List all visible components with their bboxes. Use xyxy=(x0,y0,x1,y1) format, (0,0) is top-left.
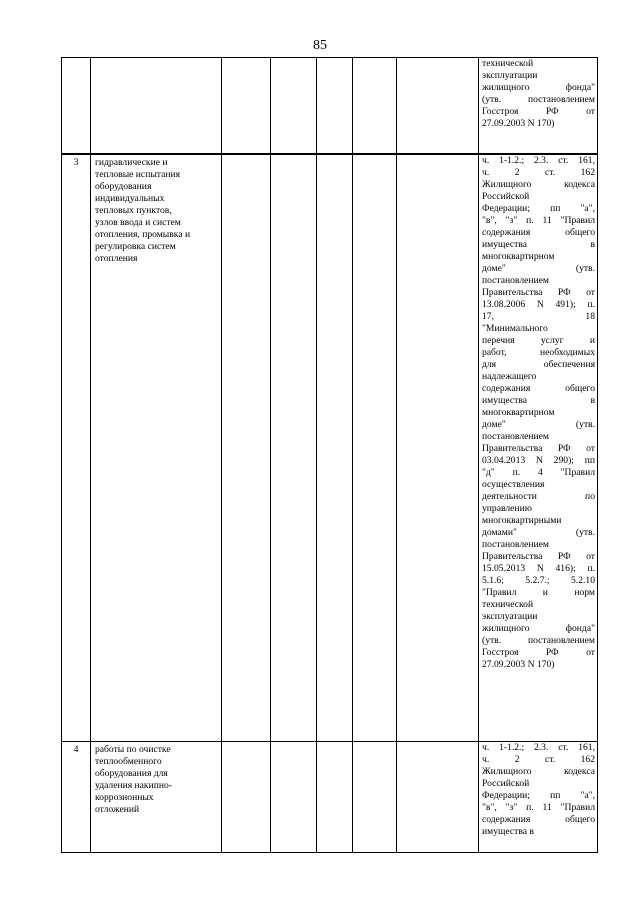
table-row xyxy=(62,58,598,154)
legal-basis-line: многоквартирными xyxy=(482,515,562,526)
legal-basis-line: ч. 1-1.2.; 2.3. ст. 161, xyxy=(482,742,595,753)
empty-cell xyxy=(353,742,397,853)
work-description-line: отложений xyxy=(95,804,140,815)
legal-basis-line: постановлением xyxy=(482,539,549,550)
legal-basis-line: Правительства РФ от xyxy=(482,443,595,454)
row-number-cell: 3 xyxy=(62,155,91,742)
legal-basis-line: Российской xyxy=(482,778,530,789)
work-description-line: коррозионных xyxy=(95,792,154,803)
legal-basis-cell xyxy=(479,155,598,742)
empty-cell xyxy=(222,58,271,154)
legal-basis-line: постановлением xyxy=(482,275,549,286)
legal-basis-line: имущества в xyxy=(482,239,595,250)
empty-cell xyxy=(271,155,317,742)
legal-basis-line: 17, 18 xyxy=(482,311,595,322)
work-description-cell xyxy=(91,155,222,742)
works-table xyxy=(61,57,598,853)
empty-cell xyxy=(222,742,271,853)
legal-basis-line: (утв. постановлением xyxy=(482,94,595,105)
legal-basis-line: работ, необходимых xyxy=(482,347,595,358)
empty-cell xyxy=(271,742,317,853)
empty-cell xyxy=(317,58,353,154)
table-body xyxy=(62,58,598,853)
legal-basis-line: "в", "з" п. 11 "Правил xyxy=(482,802,595,813)
legal-basis-line: "в", "з" п. 11 "Правил xyxy=(482,215,595,226)
legal-basis-line: технической xyxy=(482,599,534,610)
legal-basis-line: Правительства РФ от xyxy=(482,287,595,298)
work-description-cell xyxy=(91,58,222,154)
legal-basis-line: технической xyxy=(482,58,534,69)
legal-basis-line: жилищного фонда" xyxy=(482,623,595,634)
work-description-cell xyxy=(91,742,222,853)
legal-basis-line: перечня услуг и xyxy=(482,335,595,346)
legal-basis-line: 13.08.2006 N 491); п. xyxy=(482,299,595,310)
legal-basis-line: постановлением xyxy=(482,431,549,442)
row-number-cell xyxy=(62,58,91,154)
legal-basis-line: осуществления xyxy=(482,479,545,490)
empty-cell xyxy=(397,58,479,154)
empty-cell xyxy=(353,58,397,154)
legal-basis-cell xyxy=(479,58,598,154)
legal-basis-line: ч. 2 ст. 162 xyxy=(482,167,595,178)
legal-basis-line: имущества в xyxy=(482,395,595,406)
legal-basis-line: для обеспечения xyxy=(482,359,595,370)
work-description-line: узлов ввода и систем xyxy=(95,217,181,228)
legal-basis-line: имущества в xyxy=(482,826,534,837)
empty-cell xyxy=(317,155,353,742)
legal-basis-line: Жилищного кодекса xyxy=(482,766,595,777)
legal-basis-line: управлению xyxy=(482,503,532,514)
legal-basis-line: 03.04.2013 N 290); пп xyxy=(482,455,595,466)
empty-cell xyxy=(353,155,397,742)
legal-basis-line: 15.05.2013 N 416); п. xyxy=(482,563,595,574)
legal-basis-line: "Минимального xyxy=(482,323,548,334)
legal-basis-line: (утв. постановлением xyxy=(482,635,595,646)
work-description-line: тепловых пунктов, xyxy=(95,205,172,216)
legal-basis-line: Российской xyxy=(482,191,530,202)
table-row xyxy=(62,742,598,853)
legal-basis-line: 27.09.2003 N 170) xyxy=(482,659,555,670)
page-number: 85 xyxy=(313,38,327,53)
empty-cell xyxy=(397,742,479,853)
legal-basis-line: деятельности по xyxy=(482,491,595,502)
work-description-line: индивидуальных xyxy=(95,193,165,204)
legal-basis-line: ч. 2 ст. 162 xyxy=(482,754,595,765)
legal-basis-line: Федерации; пп "а", xyxy=(482,203,595,214)
legal-basis-line: Федерации; пп "а", xyxy=(482,790,595,801)
legal-basis-line: "д" п. 4 "Правил xyxy=(482,467,595,478)
work-description-line: удаления накипно- xyxy=(95,780,172,791)
work-description-line: гидравлические и xyxy=(95,157,168,168)
legal-basis-line: Госстроя РФ от xyxy=(482,106,595,117)
work-description-line: оборудования xyxy=(95,181,152,192)
legal-basis-line: эксплуатации xyxy=(482,611,538,622)
legal-basis-cell xyxy=(479,742,598,853)
work-description-line: регулировка систем xyxy=(95,241,176,252)
empty-cell xyxy=(397,155,479,742)
legal-basis-line: Госстроя РФ от xyxy=(482,647,595,658)
legal-basis-line: многоквартирном xyxy=(482,251,555,262)
legal-basis-line: содержания общего xyxy=(482,814,595,825)
work-description-line: отопления xyxy=(95,253,138,264)
legal-basis-line: домами" (утв. xyxy=(482,527,595,538)
legal-basis-line: "Правил и норм xyxy=(482,587,595,598)
empty-cell xyxy=(317,742,353,853)
legal-basis-line: многоквартирном xyxy=(482,407,555,418)
legal-basis-line: Правительства РФ от xyxy=(482,551,595,562)
legal-basis-line: доме" (утв. xyxy=(482,419,595,430)
table-row xyxy=(62,155,598,742)
legal-basis-line: доме" (утв. xyxy=(482,263,595,274)
work-description-line: теплообменного xyxy=(95,756,162,767)
row-number-cell: 4 xyxy=(62,742,91,853)
legal-basis-line: содержания общего xyxy=(482,383,595,394)
work-description-line: оборудования для xyxy=(95,768,168,779)
empty-cell xyxy=(271,58,317,154)
work-description-line: работы по очистке xyxy=(95,744,171,755)
legal-basis-line: надлежащего xyxy=(482,371,537,382)
work-description-line: тепловые испытания xyxy=(95,169,181,180)
work-description-line: отопления, промывка и xyxy=(95,229,191,240)
legal-basis-line: Жилищного кодекса xyxy=(482,179,595,190)
empty-cell xyxy=(222,155,271,742)
legal-basis-line: содержания общего xyxy=(482,227,595,238)
legal-basis-line: ч. 1-1.2.; 2.3. ст. 161, xyxy=(482,155,595,166)
legal-basis-line: жилищного фонда" xyxy=(482,82,595,93)
legal-basis-line: 27.09.2003 N 170) xyxy=(482,118,555,129)
legal-basis-line: 5.1.6; 5.2.7.; 5.2.10 xyxy=(482,575,595,586)
legal-basis-line: эксплуатации xyxy=(482,70,538,81)
